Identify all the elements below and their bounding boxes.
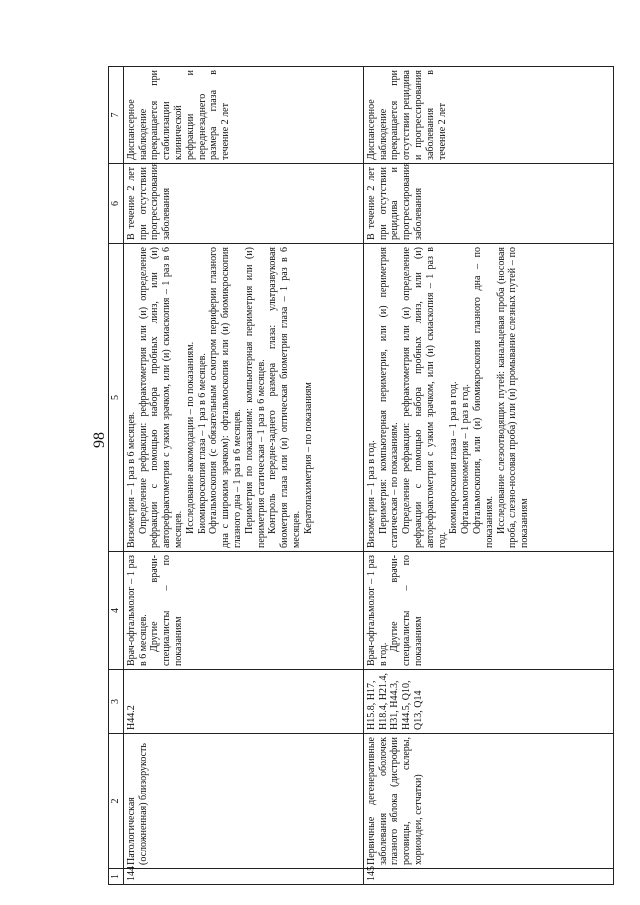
exam-line: Биомикроскопия глаза – 1 раз в год. [448, 381, 460, 534]
specialists-cell [123, 552, 363, 670]
header-cell: 5 [109, 244, 124, 552]
exam-line: Исследование аккомодации – по показаниям. [184, 341, 196, 534]
exam-line: Офтальмоскопия, или (и) биомикроскопия глазного дна – по показаниям. [471, 247, 495, 548]
specialists-cell [363, 552, 613, 670]
header-cell: 6 [109, 164, 124, 244]
row-number: 145 [363, 869, 613, 885]
outcome-cell: Диспансерное наблюдение прекращается при стабилизации клинической рефракции и переднезаднего размера глаза в течение 2 лет [123, 67, 363, 164]
specialist-line: Другие врачи-специалисты – по показаниям [149, 555, 184, 666]
row-number: 144 [123, 869, 363, 885]
exam-line: Контроль передне-заднего размера глаза: ультразвуковая биометрия глаза или (и) оптическая биометрия глаза – 1 раз в 6 месяцев. [267, 247, 302, 548]
exams-cell [123, 244, 363, 552]
exam-line: Офтальмоскопия (с обязательным осмотром периферии глазного дна с широким зрачком): офтальмоскопия или (и) биомикроскопия глазного дна – 1 раз в 6 месяцев. [208, 247, 243, 548]
specialist-line: Врач-офтальмолог – 1 раз в год. [365, 555, 389, 666]
exam-line: Кератопахиметрия – по показаниям [302, 382, 314, 534]
disease-name: Первичные дегенеративные заболевания оболочек глазного яблока (дистрофии роговицы, склеры, хориоидеи, сетчатки) [363, 734, 613, 869]
header-cell: 7 [109, 67, 124, 164]
outcome-cell: Диспансерное наблюдение прекращается при отсутствии рецидива и прогрессирования заболевания в течение 2 лет [363, 67, 613, 164]
specialist-line: Врач-офтальмолог – 1 раз в 6 месяцев. [125, 555, 149, 666]
exam-line: Определение рефракции: рефрактометрия или (и) определение рефракции с помощью набора пробных линз, или (и) авторефрактометрия с узким зрачком, или (и) скиаскопия – 1 раз в год. [401, 247, 448, 548]
icd-codes: H15.8, H17, H18.4, H21.4, H31, H44.3, H44.5, Q10, Q13, Q14 [363, 670, 613, 734]
header-cell: 2 [109, 734, 124, 869]
exam-line: Исследование слезоотводящих путей: канальцевая проба (носовая проба, слезно-носовая проба) или (и) промывание слезных путей – по показаниям [495, 247, 531, 548]
exam-line: Офтальмотонометрия – 1 раз в год. [460, 384, 472, 534]
exam-line: Периметрия по показаниям: компьютерная периметрия или (и) периметрия статическая – 1 раз в 6 месяцев. [243, 247, 267, 548]
exams-cell [363, 244, 613, 552]
header-cell: 1 [109, 869, 124, 885]
table-row [123, 67, 363, 885]
header-cell: 4 [109, 552, 124, 670]
exam-line: Периметрия: компьютерная периметрия, или (и) периметрия статическая – по показаниям. [377, 247, 401, 548]
specialist-line: Другие врачи-специалисты – по показаниям [389, 555, 424, 666]
disease-name: Патологическая (осложненная) близорукость [123, 734, 363, 869]
header-cell: 3 [109, 670, 124, 734]
exam-line: Визометрия – 1 раз в год. [365, 440, 377, 548]
icd-codes: H44.2 [123, 670, 363, 734]
exam-line: Биомикроскопия глаза – 1 раз в 6 месяцев. [196, 353, 208, 534]
table-row [363, 67, 613, 885]
duration-cell: В течение 2 лет при отсутствии рецидива и прогрессирования заболевания [363, 164, 613, 244]
exam-line: Определение рефракции: рефрактометрия или (и) определение рефракции с помощью набора пробных линз, или (и) авторефрактометрия с узким зрачком, или (и) скиаскопия – 1 раз в 6 месяцев. [137, 247, 184, 548]
duration-cell: В течение 2 лет при отсутствии прогрессирования заболевания [123, 164, 363, 244]
clinical-table [108, 66, 614, 885]
table-header-row [109, 67, 124, 885]
page-number: 98 [91, 432, 108, 448]
exam-line: Визометрия – 1 раз в 6 месяцев. [125, 411, 137, 548]
